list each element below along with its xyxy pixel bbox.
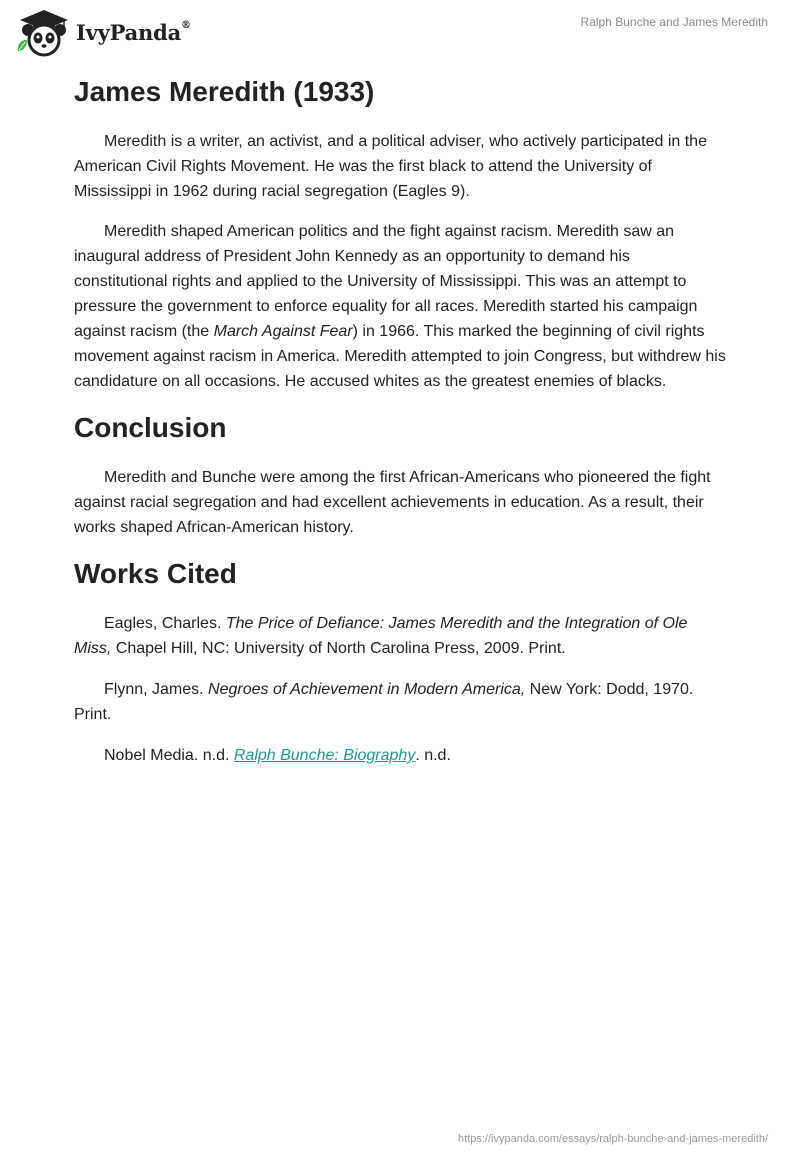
citation-nobel-media: Nobel Media. n.d. Ralph Bunche: Biography. n.d. [104, 747, 451, 764]
meredith-paragraph-2: Meredith shaped American politics and the fight against racism. Meredith saw an inaugural address of President John Kennedy as an opportunity to demand his constitutional rights and applied to the University of Mississippi. This was an attempt to pressure the government to enforce equality for all races. Meredith started his campaign against racism (the March Against Fear) in 1966. This marked the beginning of civil rights movement against racism in America. Meredith attempted to join Congress, but withdrew his candidature on all occasions. He accused whites as the greatest enemies of blacks. [74, 223, 726, 390]
citation-eagles: Eagles, Charles. The Price of Defiance: James Meredith and the Integration of Ole Miss, Chapel Hill, NC: University of North Carolina Press, 2009. Print. [74, 615, 688, 657]
conclusion-paragraph: Meredith and Bunche were among the first African-Americans who pioneered the fight against racial segregation and had excellent achievements in education. As a result, their works shaped African-American history. [74, 469, 711, 536]
panda-graduation-cap-icon [14, 7, 74, 57]
page-header [0, 0, 800, 62]
footer-source-url: https://ivypanda.com/essays/ralph-bunche-and-james-meredith/ [458, 1133, 768, 1145]
section-heading-conclusion: Conclusion [74, 412, 227, 443]
brand-name: IvyPanda® [76, 19, 191, 45]
ralph-bunche-biography-link[interactable]: Ralph Bunche: Biography [233, 747, 416, 764]
essay-body [74, 70, 726, 768]
citation-flynn: Flynn, James. Negroes of Achievement in Modern America, New York: Dodd, 1970. Print. [74, 681, 694, 723]
meredith-paragraph-1: Meredith is a writer, an activist, and a political adviser, who actively participated in the American Civil Rights Movement. He was the first black to attend the University of Mississippi in 1962 during racial segregation (Eagles 9). [74, 133, 707, 200]
section-heading-works-cited: Works Cited [74, 558, 237, 589]
brand-logo[interactable] [14, 7, 191, 57]
march-against-fear-title: March Against Fear [213, 323, 353, 340]
section-heading-james-meredith: James Meredith (1933) [74, 76, 375, 107]
running-title: Ralph Bunche and James Meredith [580, 15, 768, 29]
